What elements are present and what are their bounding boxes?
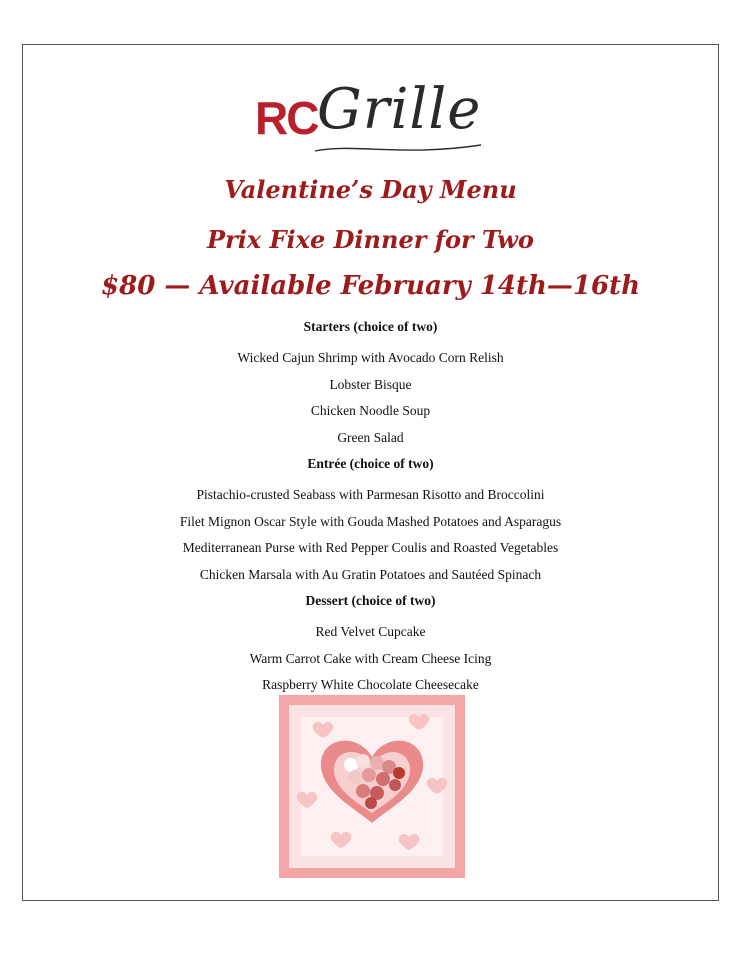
menu-sections [23,317,718,702]
menu-subtitle: Prix Fixe Dinner for Two [207,225,534,254]
section-starters [23,317,718,454]
section-title: Dessert (choice of two) [305,593,436,608]
price-availability: $80 — Available February 14th—16th [101,271,640,301]
logo-swash-icon [313,139,483,159]
menu-title: Valentine’s Day Menu [224,175,517,204]
menu-item: Warm Carrot Cake with Cream Cheese Icing [249,650,492,666]
rc-grille-logo [255,77,495,161]
menu-item: Chicken Noodle Soup [310,403,431,418]
logo-grille-script: Grille [317,77,482,142]
menu-item: Mediterranean Purse with Red Pepper Coulis and Roasted Vegetables [182,540,559,555]
valentine-heart-art [279,695,465,878]
section-title: Entrée (choice of two) [307,456,434,471]
menu-page [22,44,719,901]
section-dessert [23,591,718,702]
menu-item: Wicked Cajun Shrimp with Avocado Corn Relish [237,350,504,365]
section-title: Starters (choice of two) [303,319,438,334]
menu-item: Pistachio-crusted Seabass with Parmesan Risotto and Broccolini [196,487,545,502]
menu-item: Green Salad [337,429,404,445]
menu-item: Filet Mignon Oscar Style with Gouda Mashed Potatoes and Asparagus [179,513,562,529]
logo-rc-text: RC [255,92,318,144]
menu-item: Red Velvet Cupcake [315,624,426,639]
section-entree [23,454,718,591]
menu-item: Raspberry White Chocolate Cheesecake [262,677,479,692]
menu-item: Lobster Bisque [329,376,412,392]
menu-item: Chicken Marsala with Au Gratin Potatoes and Sautéed Spinach [199,566,542,582]
